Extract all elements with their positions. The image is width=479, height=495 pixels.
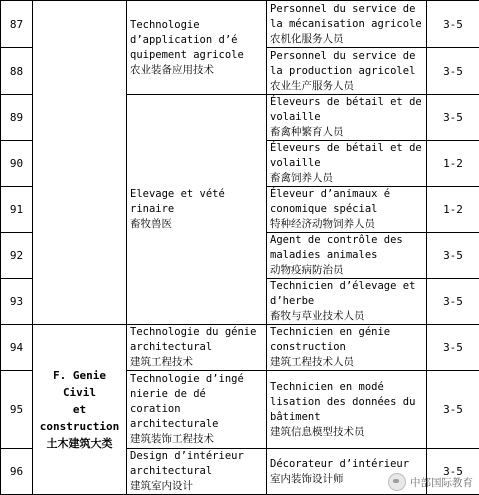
level-range: 3-5 [427, 279, 479, 325]
level-range: 1-2 [427, 187, 479, 233]
field-cell: Technologie d’ingé nierie de dé coration architecturale 建筑装饰工程技术 [127, 371, 267, 449]
watermark [388, 473, 473, 491]
level-range: 3-5 [427, 1, 479, 48]
level-range: 3-5 [427, 449, 479, 495]
field-cell: Technologie d’application d’é quipement agricole 农业装备应用技术 [127, 1, 267, 95]
row-number: 93 [1, 279, 33, 325]
level-range: 3-5 [427, 95, 479, 141]
field-cell: Technologie du génie architectural 建筑工程技术 [127, 325, 267, 371]
category-cell-empty [33, 1, 127, 325]
level-range: 3-5 [427, 371, 479, 449]
job-cell: Décorateur d’intérieur 室内装饰设计师 [267, 449, 427, 495]
row-number: 95 [1, 371, 33, 449]
table-row [1, 1, 479, 48]
job-cell: Éleveurs de bétail et de volaille 畜禽饲养人员 [267, 141, 427, 187]
job-cell: Éleveurs de bétail et de volaille 畜禽种繁育人员 [267, 95, 427, 141]
field-cell: Elevage et vété rinaire 畜牧兽医 [127, 95, 267, 325]
row-number: 89 [1, 95, 33, 141]
job-cell: Technicien en génie construction 建筑工程技术人员 [267, 325, 427, 371]
job-cell: Personnel du service de la mécanisation agricole 农机化服务人员 [267, 1, 427, 48]
job-cell: Agent de contrôle des maladies animales 动物疫病防治员 [267, 233, 427, 279]
field-cell: Design d’intérieur architectural 建筑室内设计 [127, 449, 267, 495]
row-number: 91 [1, 187, 33, 233]
level-range: 3-5 [427, 233, 479, 279]
table-row [1, 325, 479, 371]
row-number: 94 [1, 325, 33, 371]
row-number: 87 [1, 1, 33, 48]
row-number: 90 [1, 141, 33, 187]
row-number: 96 [1, 449, 33, 495]
level-range: 1-2 [427, 141, 479, 187]
job-cell: Éleveur d’animaux é conomique spécial 特种经济动物饲养人员 [267, 187, 427, 233]
wechat-icon [388, 473, 406, 491]
level-range: 3-5 [427, 48, 479, 95]
job-cell: Technicien d’élevage et d’herbe 畜牧与草业技术人员 [267, 279, 427, 325]
watermark-text: 中部国际教育 [410, 476, 473, 489]
job-cell: Personnel du service de la production agricolel 农业生产服务人员 [267, 48, 427, 95]
category-cell: F. Genie Civil et construction 土木建筑大类 [33, 325, 127, 495]
job-cell: Technicien en modé lisation des données du bâtiment 建筑信息模型技术员 [267, 371, 427, 449]
row-number: 88 [1, 48, 33, 95]
level-range: 3-5 [427, 325, 479, 371]
row-number: 92 [1, 233, 33, 279]
